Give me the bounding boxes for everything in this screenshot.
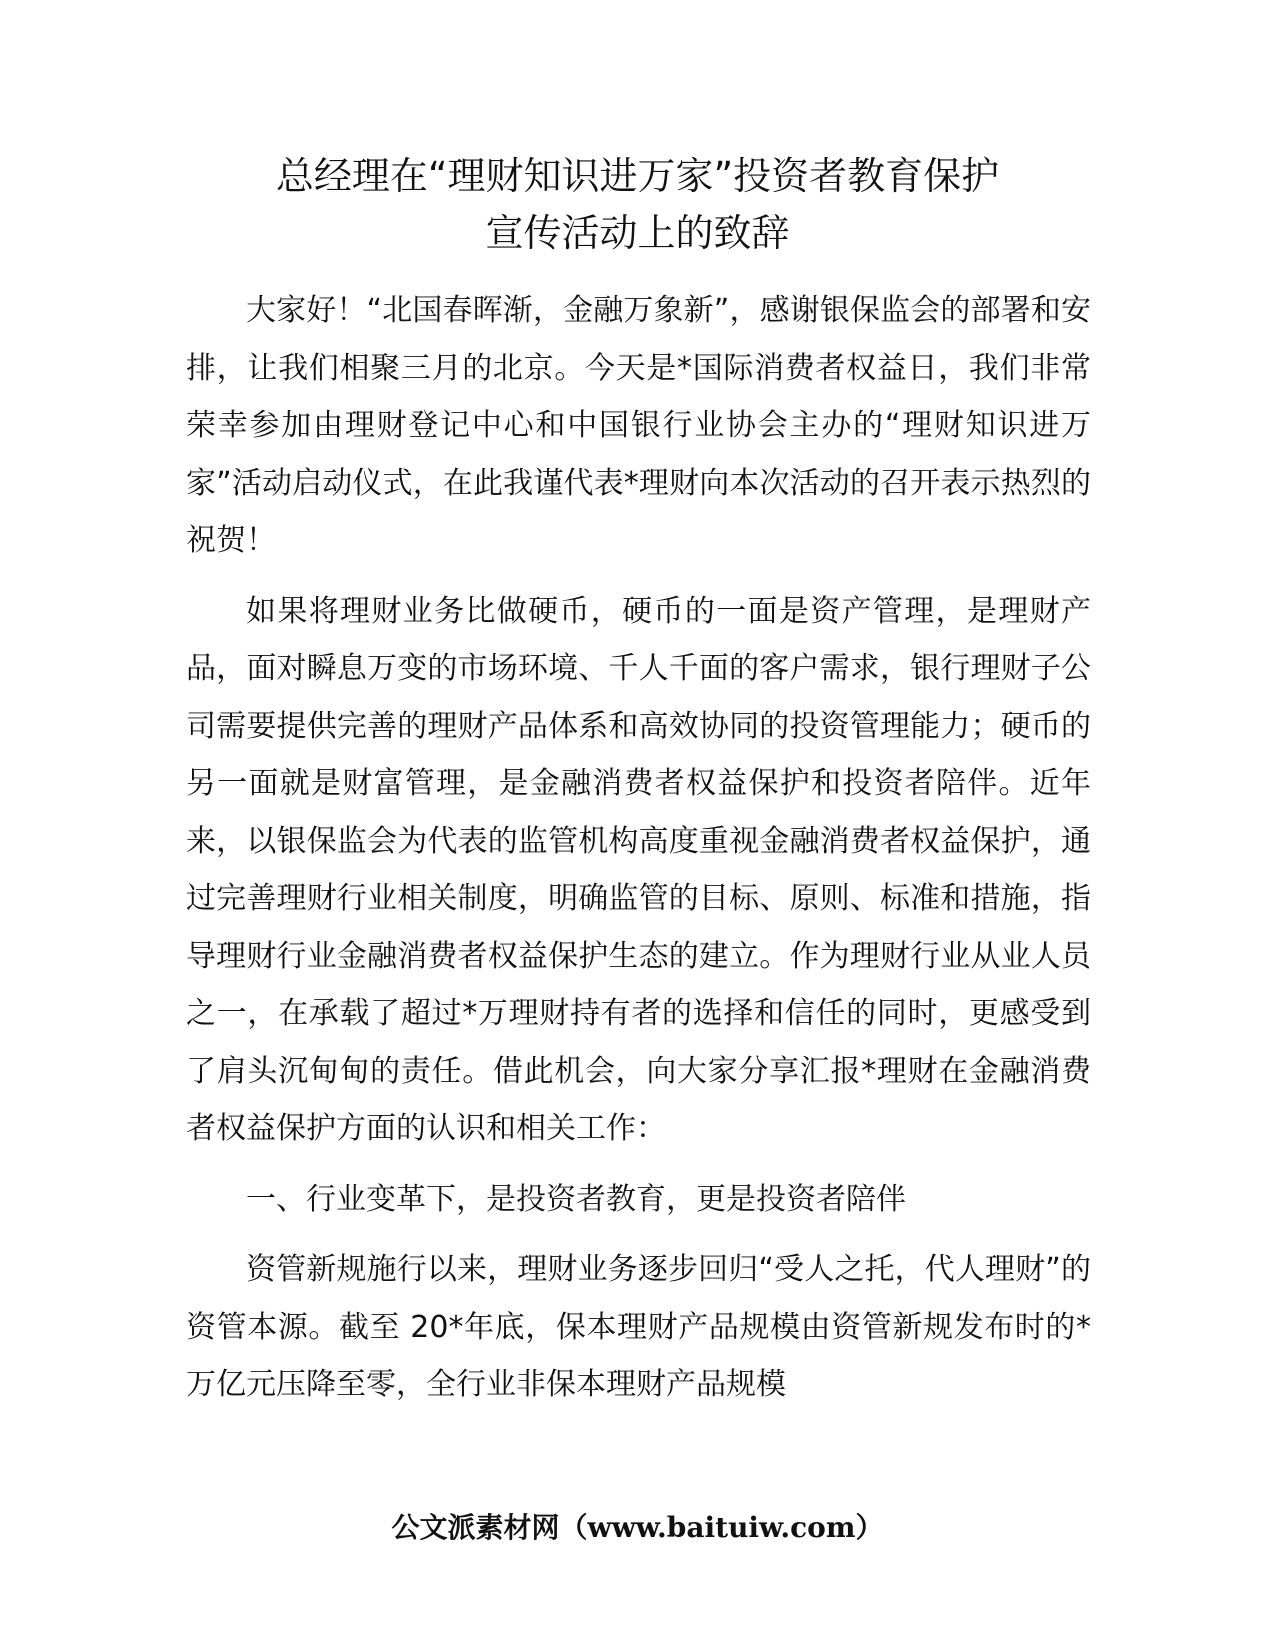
document-title	[150, 148, 1125, 262]
section-heading-1: 一、行业变革下，是投资者教育，更是投资者陪伴	[246, 1181, 906, 1217]
footer-watermark: 公文派素材网（www.baituiw.com）	[391, 1511, 884, 1544]
paragraph-greeting: 大家好！“北国春晖渐，金融万象新”，感谢银保监会的部署和安排，让我们相聚三月的北京。今天是*国际消费者权益日，我们非常荣幸参加由理财登记中心和中国银行业协会主办的“理财知识进万家”活动启动仪式，在此我谨代表*理财向本次活动的召开表示热烈的祝贺！	[186, 293, 1091, 558]
title-line-1: 总经理在“理财知识进万家”投资者教育保护	[275, 154, 1000, 198]
paragraph-regulation: 资管新规施行以来，理财业务逐步回归“受人之托，代人理财”的资管本源。截至 20*年底，保本理财产品规模由资管新规发布时的*万亿元压降至零，全行业非保本理财产品规模	[186, 1252, 1091, 1402]
paragraph-coin-metaphor: 如果将理财业务比做硬币，硬币的一面是资产管理，是理财产品，面对瞬息万变的市场环境、千人千面的客户需求，银行理财子公司需要提供完善的理财产品体系和高效协同的投资管理能力；硬币的另一面就是财富管理，是金融消费者权益保护和投资者陪伴。近年来，以银保监会为代表的监管机构高度重视金融消费者权益保护，通过完善理财行业相关制度，明确监管的目标、原则、标准和措施，指导理财行业金融消费者权益保护生态的建立。作为理财行业从业人员之一，在承载了超过*万理财持有者的选择和信任的同时，更感受到了肩头沉甸甸的责任。借此机会，向大家分享汇报*理财在金融消费者权益保护方面的认识和相关工作：	[186, 593, 1091, 1146]
title-line-2: 宣传活动上的致辞	[485, 211, 790, 255]
document-body	[186, 282, 1091, 1427]
